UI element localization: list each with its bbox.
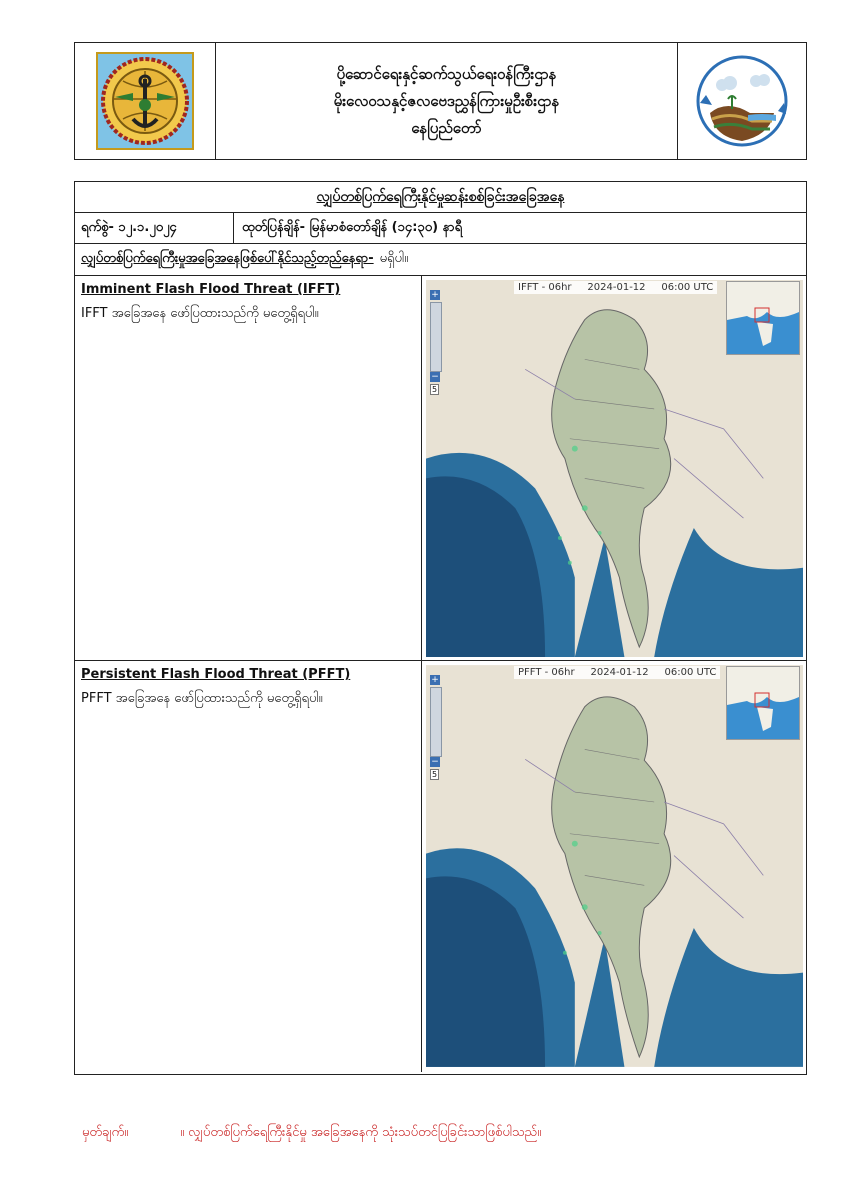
ministry-name: ပို့ဆောင်ရေးနှင့်ဆက်သွယ်ရေးဝန်ကြီးဌာန [336,64,557,83]
ifft-map-label: IFFT - 06hr 2024-01-12 06:00 UTC [514,281,717,294]
ministry-logo [75,43,216,159]
pfft-description: PFFT အခြေအနေ ဖော်ပြထားသည်ကို မတွေ့ရှိရပါ။ [81,691,323,706]
report-date: ရက်စွဲ- ၁၂.၁.၂၀၂၄ [75,213,234,243]
flash-flood-report [74,181,807,1075]
pfft-title: Persistent Flash Flood Threat (PFFT) [81,667,351,682]
ifft-description: IFFT အခြေအနေ ဖော်ပြထားသည်ကို မတွေ့ရှိရပါ။ [81,306,319,321]
header-text [216,43,677,159]
pfft-map-label: PFFT - 06hr 2024-01-12 06:00 UTC [514,666,720,679]
locator-map-image [727,667,799,739]
city-name: နေပြည်တော် [411,118,482,137]
pfft-map [422,661,806,1072]
note-label: မှတ်ချက်။ [82,1125,129,1140]
ifft-locator-map [726,281,800,355]
pfft-text [75,661,422,1072]
zoom-level: 5 [432,385,438,394]
zoom-level: 5 [432,770,438,779]
ifft-title: Imminent Flash Flood Threat (IFFT) [81,282,341,297]
ifft-text [75,276,422,660]
affected-area-label: လျှပ်တစ်ပြက်ရေကြီးမှုအခြေအနေဖြစ်ပေါ်နိုင်သည့်တည်နေရာ- [81,251,374,266]
water-cycle-icon [692,51,792,151]
pfft-locator-map [726,666,800,740]
ifft-map [422,276,806,660]
zoom-out-button[interactable]: − [431,372,439,382]
affected-area-row [75,244,806,276]
locator-map-image [727,282,799,354]
issue-time: ထုတ်ပြန်ချိန်- မြန်မာစံတော်ချိန် (၁၄:၃၀) နာရီ [242,219,463,235]
document-header [74,42,807,160]
zoom-out-button[interactable]: − [431,757,439,767]
footer-note [82,1124,541,1143]
zoom-slider[interactable] [430,302,442,372]
hydrology-logo [677,43,806,159]
zoom-in-button[interactable]: + [431,290,439,300]
report-title: လျှပ်တစ်ပြက်ရေကြီးနိုင်မှုဆန်းစစ်ခြင်းအခြေအနေ [75,182,806,213]
ifft-section [75,276,806,661]
zoom-in-button[interactable]: + [431,675,439,685]
affected-area-value: မရှိပါ။ [379,251,409,266]
note-text: ။ လျှပ်တစ်ပြက်ရေကြီးနိုင်မှု အခြေအနေကို သုံးသပ်တင်ပြခြင်းသာဖြစ်ပါသည်။ [180,1125,542,1140]
pfft-section [75,661,806,1072]
report-date-row [75,213,806,244]
ministry-emblem-icon [93,49,197,153]
department-name: မိုးလေဝသနှင့်ဇလဗေဒညွှန်ကြားမှုဦးစီးဌာန [333,91,560,110]
zoom-slider[interactable] [430,687,442,757]
